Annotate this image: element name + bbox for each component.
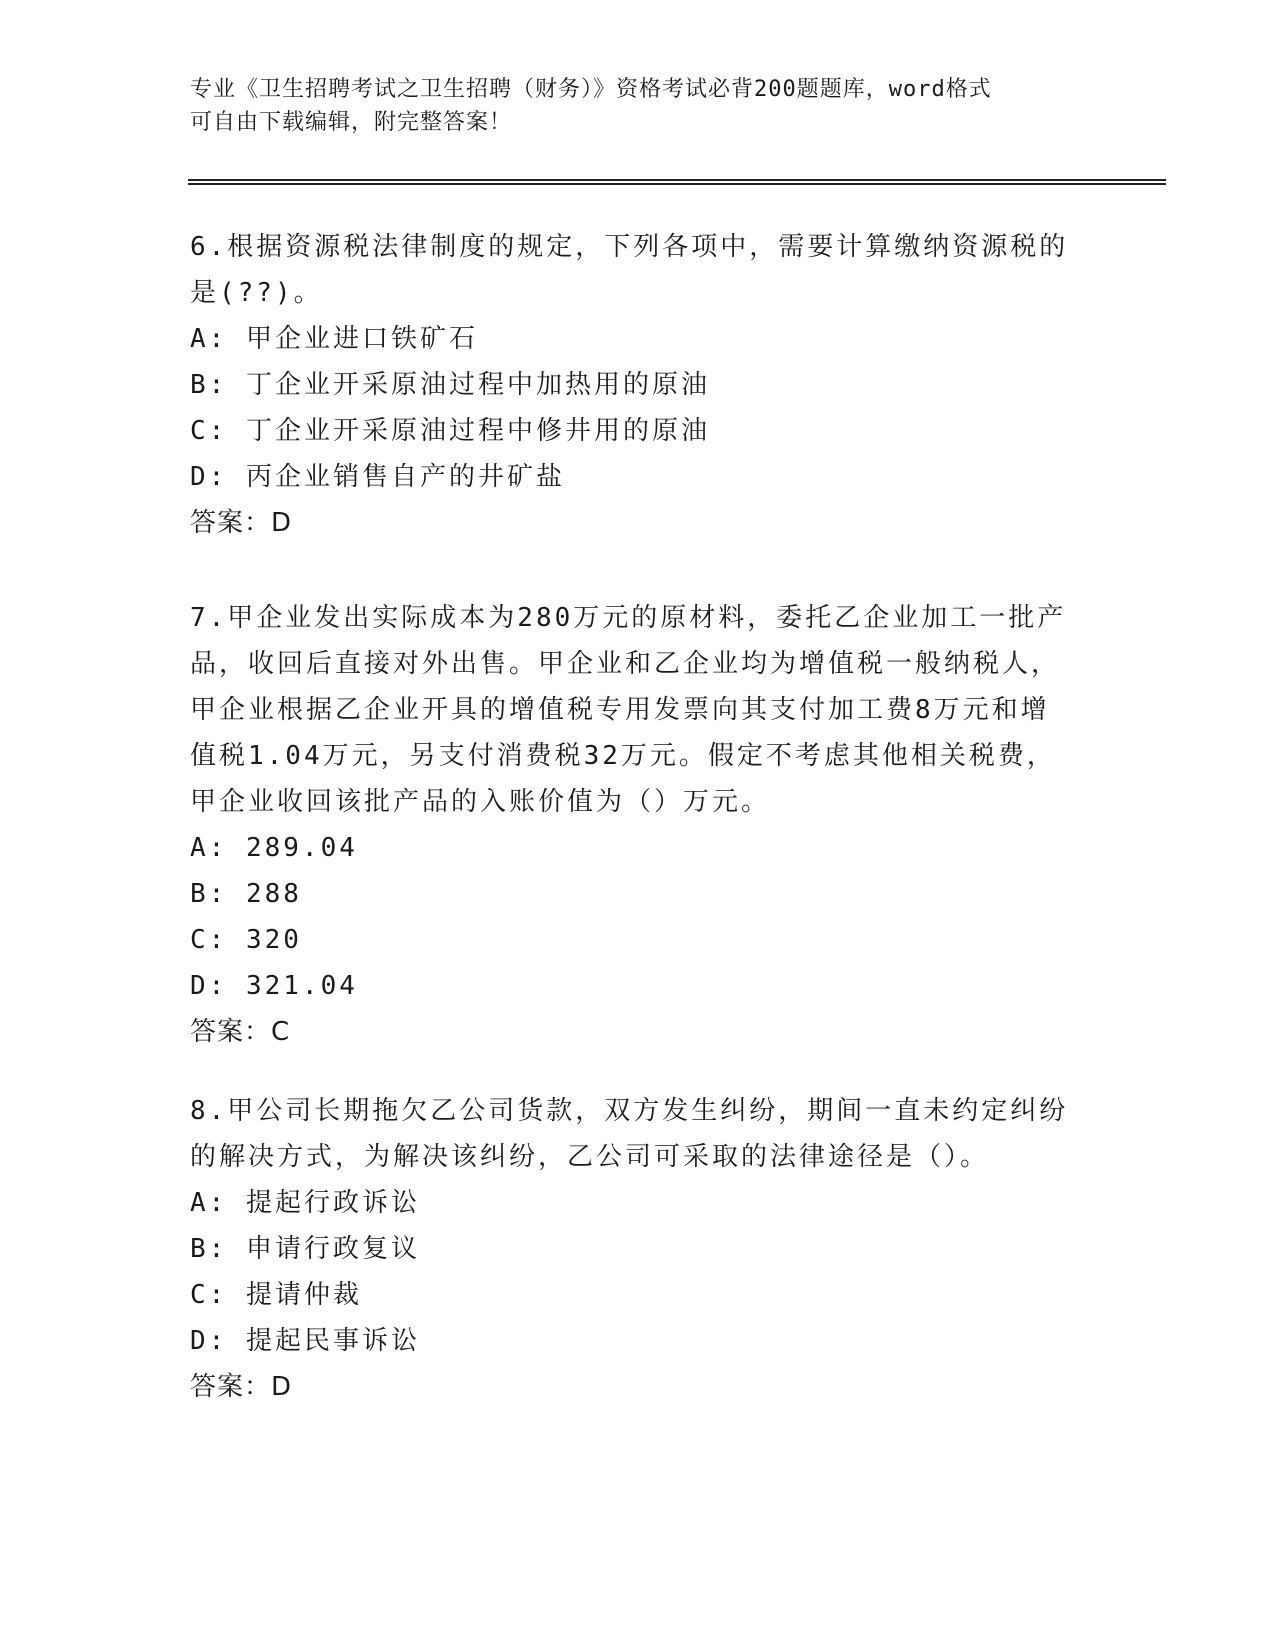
question-text [190,595,1090,825]
option-d: D: 321.04 [190,971,358,1001]
header-line-1: 专业《卫生招聘考试之卫生招聘（财务）》资格考试必背200题题库，word格式 [190,77,992,102]
answer-label: 答案：D [190,1372,293,1402]
question-line: 值税1.04万元，另支付消费税32万元。假定不考虑其他相关税费， [190,741,1056,771]
question-text [190,1088,1090,1180]
option-c: C: 320 [190,925,302,955]
question-line: 的解决方式，为解决该纠纷，乙公司可采取的法律途径是（）。 [190,1142,990,1172]
question-text [190,224,1090,316]
option-d: D: 丙企业销售自产的井矿盐 [190,462,565,492]
question-block [190,1088,1090,1410]
option-a: A: 289.04 [190,833,358,863]
document-header [190,73,1070,139]
question-line: 是(??)。 [190,278,323,308]
header-line-2: 可自由下载编辑，附完整答案！ [190,110,513,135]
question-line: 品，收回后直接对外出售。甲企业和乙企业均为增值税一般纳税人， [190,649,1061,679]
option-b: B: 申请行政复议 [190,1234,420,1264]
question-line: 7.甲企业发出实际成本为280万元的原材料，委托乙企业加工一批产 [190,603,1067,633]
option-c: C: 提请仲裁 [190,1280,362,1310]
question-line: 甲企业根据乙企业开具的增值税专用发票向其支付加工费8万元和增 [190,695,1050,725]
option-b: B: 丁企业开采原油过程中加热用的原油 [190,370,710,400]
option-a: A: 提起行政诉讼 [190,1188,420,1218]
question-line: 8.甲公司长期拖欠乙公司货款，双方发生纠纷，期间一直未约定纠纷 [190,1096,1069,1126]
answer-label: 答案：C [190,1017,291,1047]
answer-label: 答案：D [190,508,293,538]
question-line: 甲企业收回该批产品的入账价值为（）万元。 [190,787,771,817]
option-a: A: 甲企业进口铁矿石 [190,324,478,354]
question-block [190,224,1090,546]
option-b: B: 288 [190,879,302,909]
option-c: C: 丁企业开采原油过程中修井用的原油 [190,416,710,446]
header-divider [188,179,1166,185]
question-block [190,595,1090,1055]
option-d: D: 提起民事诉讼 [190,1326,420,1356]
question-line: 6.根据资源税法律制度的规定，下列各项中，需要计算缴纳资源税的 [190,232,1069,262]
